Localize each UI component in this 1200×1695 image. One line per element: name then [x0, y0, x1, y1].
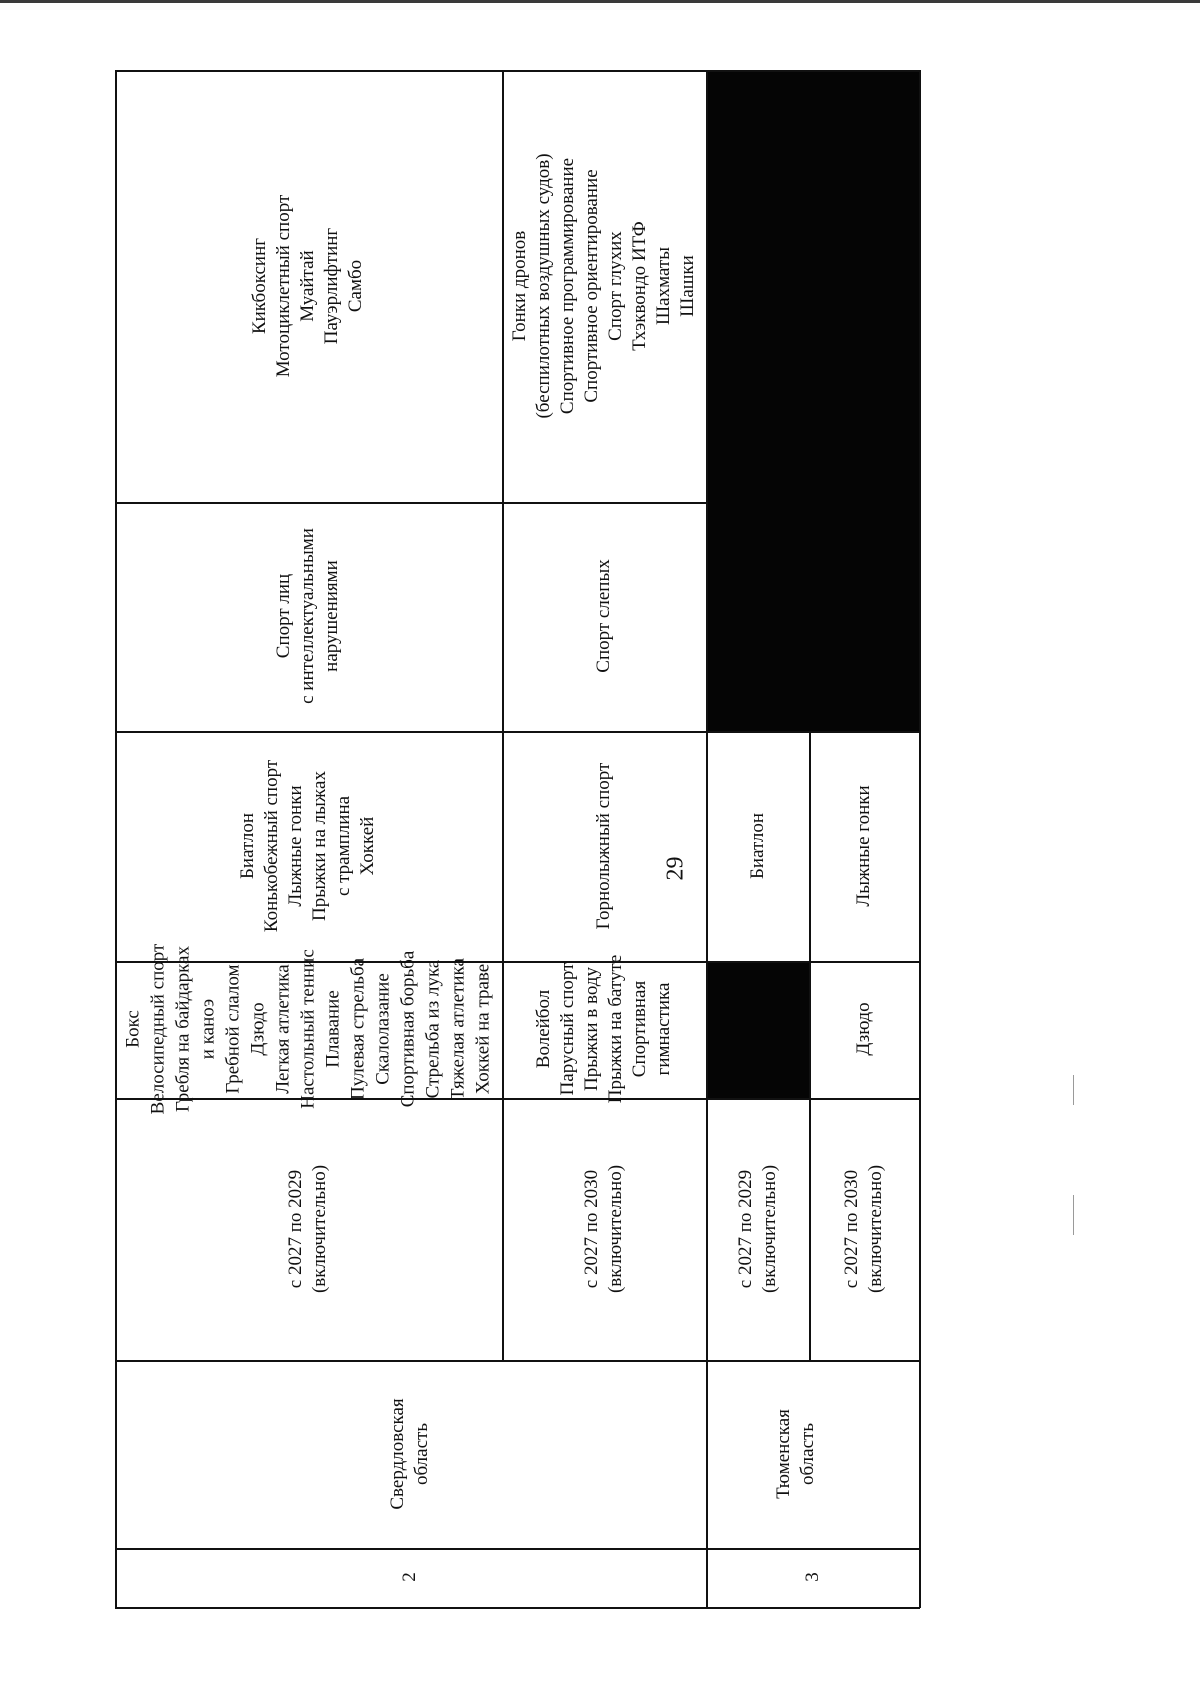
summer-sports-list: Бокс Велосипедный спорт Гребля на байдарках и каноэ Гребной слалом Дзюдо Легкая атлетика Настольный теннис Плавание Пулевая стрельба Скалолазание Спортивная борьба Стрельба из лука Тяжелая атлетика Хоккей на траве — [122, 943, 494, 1115]
summer-sports-list: Волейбол Парусный спорт Прыжки в воду Прыжки на батуте Спортивная гимнастика — [533, 954, 674, 1104]
column-divider-adaptive — [115, 731, 920, 733]
redacted-block — [707, 961, 809, 1098]
period-cell: с 2027 по 2030 (включительно) — [581, 1164, 626, 1294]
period-cell: с 2027 по 2029 (включительно) — [735, 1164, 780, 1294]
region-name: Тюменская область — [773, 1409, 818, 1499]
region-name: Свердловская область — [387, 1398, 432, 1510]
subrow-divider-row2 — [502, 70, 504, 1360]
column-divider-region — [115, 1548, 920, 1550]
redacted-block — [707, 70, 919, 731]
adaptive-sports-list: Спорт слепых — [593, 559, 614, 673]
table-border-bottom — [115, 1607, 920, 1609]
row-number: 2 — [399, 1572, 420, 1582]
summer-sports-list: Дзюдо — [853, 1002, 874, 1056]
table-border-left — [115, 70, 117, 1608]
subrow-divider-row3 — [809, 731, 811, 1360]
other-sports-list: Гонки дронов (беспилотных воздушных судов) Спортивное программирование Спортивное ориентирование Спорт глухих Тхэквондо ИТФ Шахматы Шашки — [509, 153, 698, 419]
winter-sports-list: Горнолыжный спорт — [593, 762, 614, 930]
winter-sports-list: Биатлон Конькобежный спорт Лыжные гонки Прыжки на лыжах с трамплина Хоккей — [237, 759, 378, 933]
table-border-right — [919, 70, 921, 1608]
adaptive-sports-list: Спорт лиц с интеллектуальными нарушениями — [273, 528, 342, 704]
column-divider-period — [115, 1360, 920, 1362]
period-cell: с 2027 по 2030 (включительно) — [841, 1164, 886, 1294]
table-border-top — [115, 70, 920, 72]
winter-sports-list: Биатлон — [747, 813, 768, 879]
page-number: 29 — [662, 856, 689, 881]
other-sports-list: Кикбоксинг Мотоциклетный спорт Муайтай Пауэрлифтинг Самбо — [249, 194, 366, 378]
row-divider — [706, 70, 708, 1608]
winter-sports-list: Лыжные гонки — [853, 785, 874, 907]
row-number: 3 — [802, 1572, 823, 1582]
period-cell: с 2027 по 2029 (включительно) — [285, 1164, 330, 1294]
column-divider-other — [115, 502, 707, 504]
